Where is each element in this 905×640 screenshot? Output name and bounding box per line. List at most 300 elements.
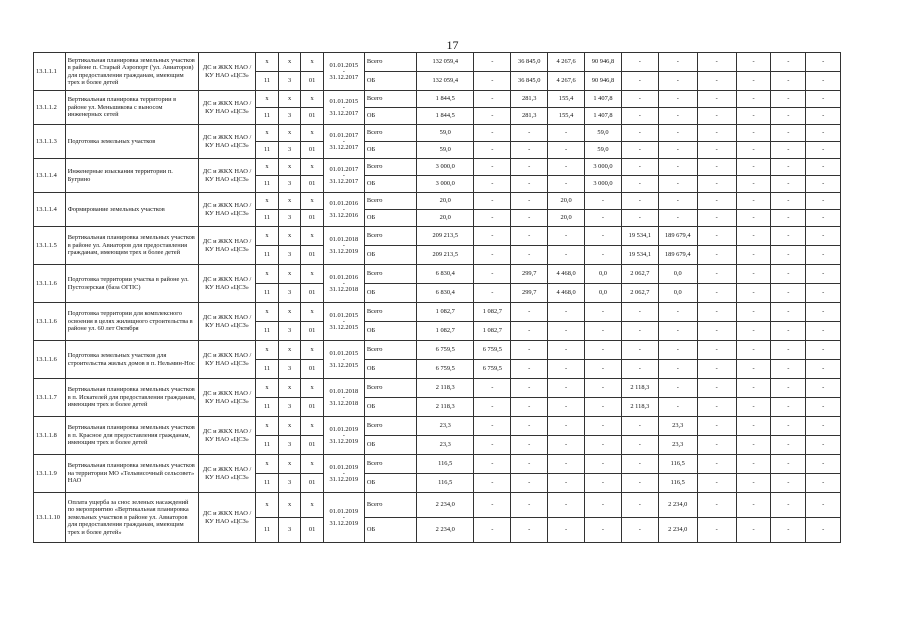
code-c: х	[301, 125, 324, 142]
code-c: 01	[301, 176, 324, 193]
funding-value: -	[548, 142, 585, 159]
funding-value: 0,0	[658, 265, 697, 284]
funding-value: -	[585, 227, 622, 246]
funding-value: -	[474, 284, 511, 303]
row-number: 13.1.1.5	[34, 227, 66, 265]
code-c: 01	[301, 436, 324, 455]
funding-value: -	[585, 518, 622, 543]
date-separator: -	[342, 432, 345, 439]
funding-value: -	[736, 193, 771, 210]
funding-value: -	[697, 210, 736, 227]
funding-value: -	[736, 265, 771, 284]
start-date: 01.01.2019	[329, 507, 359, 515]
funding-value: -	[771, 360, 806, 379]
funding-value: -	[736, 246, 771, 265]
funding-value: -	[697, 455, 736, 474]
funding-value: 299,7	[511, 284, 548, 303]
funding-value: 299,7	[511, 265, 548, 284]
code-c: х	[301, 303, 324, 322]
funding-value: 1 082,7	[474, 322, 511, 341]
funding-value: 1 844,5	[417, 91, 474, 108]
funding-value: -	[548, 159, 585, 176]
code-c: 01	[301, 72, 324, 91]
funding-value: 209 213,5	[417, 227, 474, 246]
row-number: 13.1.1.8	[34, 417, 66, 455]
funding-value: -	[474, 72, 511, 91]
funding-value: -	[474, 246, 511, 265]
end-date: 31.12.2019	[329, 520, 359, 527]
start-date: 01.01.2015	[329, 97, 359, 105]
code-a: 11	[256, 246, 279, 265]
code-c: х	[301, 193, 324, 210]
code-b: 3	[278, 436, 301, 455]
date-separator: -	[342, 318, 345, 325]
funding-value: -	[511, 493, 548, 518]
implementation-dates	[323, 493, 364, 543]
code-b: 3	[278, 142, 301, 159]
funding-value: 19 534,1	[621, 227, 658, 246]
funding-value: -	[806, 474, 841, 493]
code-a: 11	[256, 322, 279, 341]
responsible-executor: ДС и ЖКХ НАО / КУ НАО «ЦСЗ»	[198, 493, 255, 543]
funding-source: Всего	[364, 159, 416, 176]
code-c: х	[301, 53, 324, 72]
funding-value: -	[585, 493, 622, 518]
table-row	[34, 303, 876, 322]
activity-name: Вертикальная планировка земельных участков в районе ул. Авиаторов для предоставления гражданам, имеющим трех и более детей	[65, 227, 198, 265]
start-date: 01.01.2017	[329, 165, 359, 173]
funding-value: -	[621, 303, 658, 322]
funding-value: 0,0	[658, 284, 697, 303]
funding-value: -	[621, 322, 658, 341]
funding-value: -	[474, 53, 511, 72]
funding-value: 59,0	[585, 125, 622, 142]
code-c: 01	[301, 246, 324, 265]
activity-name: Вертикальная планировка земельных участков на территории МО «Тельвисочный сельсовет» НАО	[65, 455, 198, 493]
funding-value: -	[771, 303, 806, 322]
funding-value: -	[697, 398, 736, 417]
funding-value: -	[585, 193, 622, 210]
code-b: х	[278, 193, 301, 210]
funding-value: -	[736, 398, 771, 417]
funding-value: -	[771, 341, 806, 360]
funding-value: -	[658, 341, 697, 360]
funding-value: -	[658, 159, 697, 176]
code-a: 11	[256, 72, 279, 91]
funding-value: -	[771, 142, 806, 159]
code-a: х	[256, 455, 279, 474]
code-b: х	[278, 159, 301, 176]
row-number: 13.1.1.6	[34, 265, 66, 303]
funding-value: 116,5	[417, 455, 474, 474]
funding-value: -	[474, 210, 511, 227]
funding-value: -	[806, 455, 841, 474]
funding-value: -	[511, 159, 548, 176]
funding-value: -	[511, 227, 548, 246]
funding-value: -	[548, 341, 585, 360]
activity-name: Подготовка территории для комплексного освоения в целях жилищного строительства в районе ул. 60 лет Октября	[65, 303, 198, 341]
implementation-dates	[323, 193, 364, 227]
code-a: х	[256, 303, 279, 322]
code-a: х	[256, 159, 279, 176]
funding-value: -	[736, 341, 771, 360]
funding-value: 1 407,8	[585, 108, 622, 125]
implementation-dates	[323, 159, 364, 193]
funding-source: ОБ	[364, 436, 416, 455]
funding-value: -	[658, 91, 697, 108]
funding-value: -	[548, 455, 585, 474]
implementation-dates	[323, 417, 364, 455]
funding-value: -	[806, 176, 841, 193]
funding-value: -	[806, 142, 841, 159]
code-c: 01	[301, 108, 324, 125]
funding-value: -	[585, 210, 622, 227]
code-a: 11	[256, 176, 279, 193]
code-a: 11	[256, 518, 279, 543]
code-b: х	[278, 303, 301, 322]
funding-value: -	[771, 436, 806, 455]
funding-value: 59,0	[417, 142, 474, 159]
implementation-dates	[323, 91, 364, 125]
funding-source: Всего	[364, 379, 416, 398]
funding-value: 20,0	[417, 193, 474, 210]
code-b: 3	[278, 72, 301, 91]
funding-value: 4 267,6	[548, 72, 585, 91]
funding-value: 6 759,5	[417, 341, 474, 360]
funding-value: -	[511, 246, 548, 265]
funding-source: ОБ	[364, 284, 416, 303]
date-separator: -	[342, 394, 345, 401]
funding-value: 189 679,4	[658, 227, 697, 246]
funding-value: 6 830,4	[417, 284, 474, 303]
funding-value: 3 000,0	[585, 159, 622, 176]
funding-value: -	[771, 159, 806, 176]
funding-value: -	[736, 125, 771, 142]
row-number: 13.1.1.10	[34, 493, 66, 543]
funding-source: ОБ	[364, 142, 416, 159]
funding-value: -	[585, 360, 622, 379]
funding-value: -	[621, 176, 658, 193]
funding-value: -	[548, 360, 585, 379]
funding-value: -	[621, 91, 658, 108]
funding-value: -	[621, 142, 658, 159]
funding-value: -	[511, 360, 548, 379]
end-date: 31.12.2017	[329, 74, 359, 81]
activity-name: Формирование земельных участков	[65, 193, 198, 227]
date-separator: -	[342, 68, 345, 75]
funding-value: -	[736, 91, 771, 108]
funding-value: -	[736, 493, 771, 518]
end-date: 31.12.2019	[329, 248, 359, 255]
funding-value: 0,0	[585, 265, 622, 284]
funding-value: 2 234,0	[417, 518, 474, 543]
funding-source: ОБ	[364, 176, 416, 193]
date-separator: -	[342, 206, 345, 213]
funding-value: -	[736, 379, 771, 398]
code-c: х	[301, 455, 324, 474]
funding-value: 19 534,1	[621, 246, 658, 265]
funding-value: -	[771, 518, 806, 543]
code-a: х	[256, 125, 279, 142]
end-date: 31.12.2017	[329, 178, 359, 185]
code-c: х	[301, 91, 324, 108]
date-separator: -	[342, 138, 345, 145]
code-c: 01	[301, 518, 324, 543]
activity-name: Оплата ущерба за снос зеленых насаждений по мероприятию «Вертикальная планировка земельных участков в районе ул. Авиаторов для предоставления гражданам, имеющим трех и более детей»	[65, 493, 198, 543]
code-b: 3	[278, 108, 301, 125]
funding-value: -	[621, 417, 658, 436]
funding-value: -	[621, 455, 658, 474]
funding-value: -	[621, 53, 658, 72]
funding-value: -	[658, 379, 697, 398]
funding-value: -	[806, 246, 841, 265]
funding-value: 281,3	[511, 91, 548, 108]
funding-value: -	[697, 493, 736, 518]
row-number: 13.1.1.6	[34, 303, 66, 341]
funding-value: -	[658, 142, 697, 159]
funding-value: -	[511, 436, 548, 455]
funding-value: -	[474, 474, 511, 493]
funding-value: -	[806, 379, 841, 398]
funding-value: -	[511, 176, 548, 193]
funding-value: -	[621, 72, 658, 91]
funding-value: -	[658, 360, 697, 379]
table-row	[34, 53, 876, 72]
funding-source: Всего	[364, 125, 416, 142]
funding-value: -	[771, 284, 806, 303]
table-row	[34, 493, 876, 518]
code-b: 3	[278, 176, 301, 193]
funding-value: 6 759,5	[474, 360, 511, 379]
funding-value: -	[736, 227, 771, 246]
responsible-executor: ДС и ЖКХ НАО / КУ НАО «ЦСЗ»	[198, 91, 255, 125]
funding-value: -	[697, 474, 736, 493]
funding-value: -	[806, 436, 841, 455]
code-a: х	[256, 493, 279, 518]
funding-value: 132 059,4	[417, 53, 474, 72]
start-date: 01.01.2016	[329, 273, 359, 281]
funding-value: -	[548, 246, 585, 265]
funding-value: -	[806, 417, 841, 436]
funding-value: -	[771, 125, 806, 142]
funding-value: 36 845,0	[511, 72, 548, 91]
responsible-executor: ДС и ЖКХ НАО / КУ НАО «ЦСЗ»	[198, 53, 255, 91]
funding-value: -	[658, 108, 697, 125]
activity-name: Подготовка территории участка в районе ул. Пустозерская (база ОГПС)	[65, 265, 198, 303]
funding-value: -	[771, 91, 806, 108]
funding-value: -	[806, 159, 841, 176]
implementation-dates	[323, 379, 364, 417]
funding-source: Всего	[364, 303, 416, 322]
funding-source: Всего	[364, 227, 416, 246]
code-c: х	[301, 493, 324, 518]
funding-value: -	[697, 142, 736, 159]
funding-value: 6 759,5	[417, 360, 474, 379]
row-number: 13.1.1.2	[34, 91, 66, 125]
end-date: 31.12.2019	[329, 438, 359, 445]
funding-value: -	[697, 227, 736, 246]
funding-value: -	[474, 436, 511, 455]
funding-value: -	[621, 159, 658, 176]
funding-value: -	[806, 398, 841, 417]
funding-value: -	[697, 265, 736, 284]
funding-value: 132 059,4	[417, 72, 474, 91]
code-b: 3	[278, 518, 301, 543]
funding-value: -	[736, 284, 771, 303]
funding-value: -	[806, 360, 841, 379]
funding-value: -	[806, 193, 841, 210]
funding-value: -	[511, 455, 548, 474]
funding-value: 2 234,0	[658, 493, 697, 518]
funding-value: -	[736, 455, 771, 474]
table-row	[34, 265, 876, 284]
table-row	[34, 455, 876, 474]
funding-value: 20,0	[417, 210, 474, 227]
funding-value: -	[736, 474, 771, 493]
funding-value: 155,4	[548, 108, 585, 125]
funding-value: -	[585, 379, 622, 398]
date-separator: -	[342, 280, 345, 287]
funding-value: -	[474, 379, 511, 398]
code-c: 01	[301, 322, 324, 341]
funding-value: -	[771, 72, 806, 91]
funding-value: -	[806, 265, 841, 284]
code-c: х	[301, 341, 324, 360]
funding-value: -	[771, 379, 806, 398]
funding-value: -	[736, 518, 771, 543]
code-a: 11	[256, 108, 279, 125]
code-b: х	[278, 417, 301, 436]
code-a: 11	[256, 398, 279, 417]
funding-value: 90 946,8	[585, 72, 622, 91]
date-separator: -	[342, 172, 345, 179]
code-a: 11	[256, 284, 279, 303]
activity-name: Инженерные изыскания территории п. Бугрино	[65, 159, 198, 193]
implementation-dates	[323, 265, 364, 303]
code-c: 01	[301, 398, 324, 417]
funding-value: -	[771, 398, 806, 417]
responsible-executor: ДС и ЖКХ НАО / КУ НАО «ЦСЗ»	[198, 265, 255, 303]
funding-value: -	[658, 322, 697, 341]
funding-value: -	[736, 417, 771, 436]
funding-value: 1 407,8	[585, 91, 622, 108]
funding-value: -	[585, 322, 622, 341]
funding-value: -	[697, 284, 736, 303]
date-separator: -	[342, 470, 345, 477]
funding-value: -	[474, 493, 511, 518]
funding-value: -	[621, 341, 658, 360]
funding-value: -	[736, 322, 771, 341]
table-row	[34, 193, 876, 210]
code-b: х	[278, 379, 301, 398]
end-date: 31.12.2018	[329, 400, 359, 407]
funding-value: -	[585, 246, 622, 265]
funding-value: -	[658, 72, 697, 91]
funding-value: -	[474, 417, 511, 436]
funding-value: -	[511, 142, 548, 159]
funding-value: -	[585, 341, 622, 360]
code-a: 11	[256, 210, 279, 227]
funding-value: 1 082,7	[474, 303, 511, 322]
funding-value: 2 118,3	[621, 379, 658, 398]
activity-name: Вертикальная планировка земельных участков в п. Искателей для предоставления гражданам, имеющим трех и более детей	[65, 379, 198, 417]
funding-value: -	[621, 474, 658, 493]
funding-value: -	[585, 474, 622, 493]
funding-value: -	[548, 322, 585, 341]
funding-source: Всего	[364, 455, 416, 474]
funding-value: -	[621, 518, 658, 543]
implementation-dates	[323, 125, 364, 159]
funding-value: -	[771, 227, 806, 246]
responsible-executor: ДС и ЖКХ НАО / КУ НАО «ЦСЗ»	[198, 125, 255, 159]
funding-value: -	[736, 210, 771, 227]
activity-name: Вертикальная планировка территории в районе ул. Меньшикова с выносом инженерных сетей	[65, 91, 198, 125]
start-date: 01.01.2019	[329, 463, 359, 471]
activity-name: Подготовка земельных участков	[65, 125, 198, 159]
implementation-dates	[323, 53, 364, 91]
funding-source: ОБ	[364, 474, 416, 493]
implementation-dates	[323, 455, 364, 493]
code-b: х	[278, 341, 301, 360]
date-separator: -	[342, 514, 345, 521]
funding-value: 189 679,4	[658, 246, 697, 265]
funding-value: -	[771, 455, 806, 474]
code-a: х	[256, 91, 279, 108]
funding-source: Всего	[364, 91, 416, 108]
code-a: х	[256, 193, 279, 210]
responsible-executor: ДС и ЖКХ НАО / КУ НАО «ЦСЗ»	[198, 417, 255, 455]
table-row	[34, 91, 876, 108]
date-separator: -	[342, 104, 345, 111]
funding-value: 1 844,5	[417, 108, 474, 125]
funding-source: ОБ	[364, 246, 416, 265]
funding-value: -	[806, 227, 841, 246]
responsible-executor: ДС и ЖКХ НАО / КУ НАО «ЦСЗ»	[198, 227, 255, 265]
funding-source: ОБ	[364, 210, 416, 227]
activity-name: Вертикальная планировка земельных участков в п. Красное для предоставления гражданам, имеющим трех и более детей	[65, 417, 198, 455]
funding-value: -	[771, 246, 806, 265]
date-separator: -	[342, 242, 345, 249]
start-date: 01.01.2018	[329, 235, 359, 243]
funding-value: -	[658, 210, 697, 227]
code-a: х	[256, 53, 279, 72]
funding-value: -	[474, 455, 511, 474]
funding-value: -	[697, 436, 736, 455]
end-date: 31.12.2018	[329, 286, 359, 293]
funding-value: -	[548, 518, 585, 543]
row-number: 13.1.1.7	[34, 379, 66, 417]
start-date: 01.01.2015	[329, 311, 359, 319]
table-row	[34, 379, 876, 398]
funding-value: -	[474, 193, 511, 210]
funding-value: -	[658, 53, 697, 72]
funding-value: -	[771, 210, 806, 227]
funding-value: -	[697, 72, 736, 91]
funding-value: 20,0	[548, 193, 585, 210]
implementation-dates	[323, 341, 364, 379]
funding-value: 209 213,5	[417, 246, 474, 265]
funding-value: -	[736, 142, 771, 159]
code-a: х	[256, 341, 279, 360]
activity-name: Вертикальная планировка земельных участков в районе п. Старый Аэропорт ('ул. Авиаторов) для предоставления гражданам, имеющим трех и более детей	[65, 53, 198, 91]
code-c: 01	[301, 142, 324, 159]
code-a: 11	[256, 474, 279, 493]
funding-value: -	[474, 91, 511, 108]
funding-value: -	[806, 493, 841, 518]
funding-value: 281,3	[511, 108, 548, 125]
funding-value: -	[697, 159, 736, 176]
funding-value: -	[736, 176, 771, 193]
